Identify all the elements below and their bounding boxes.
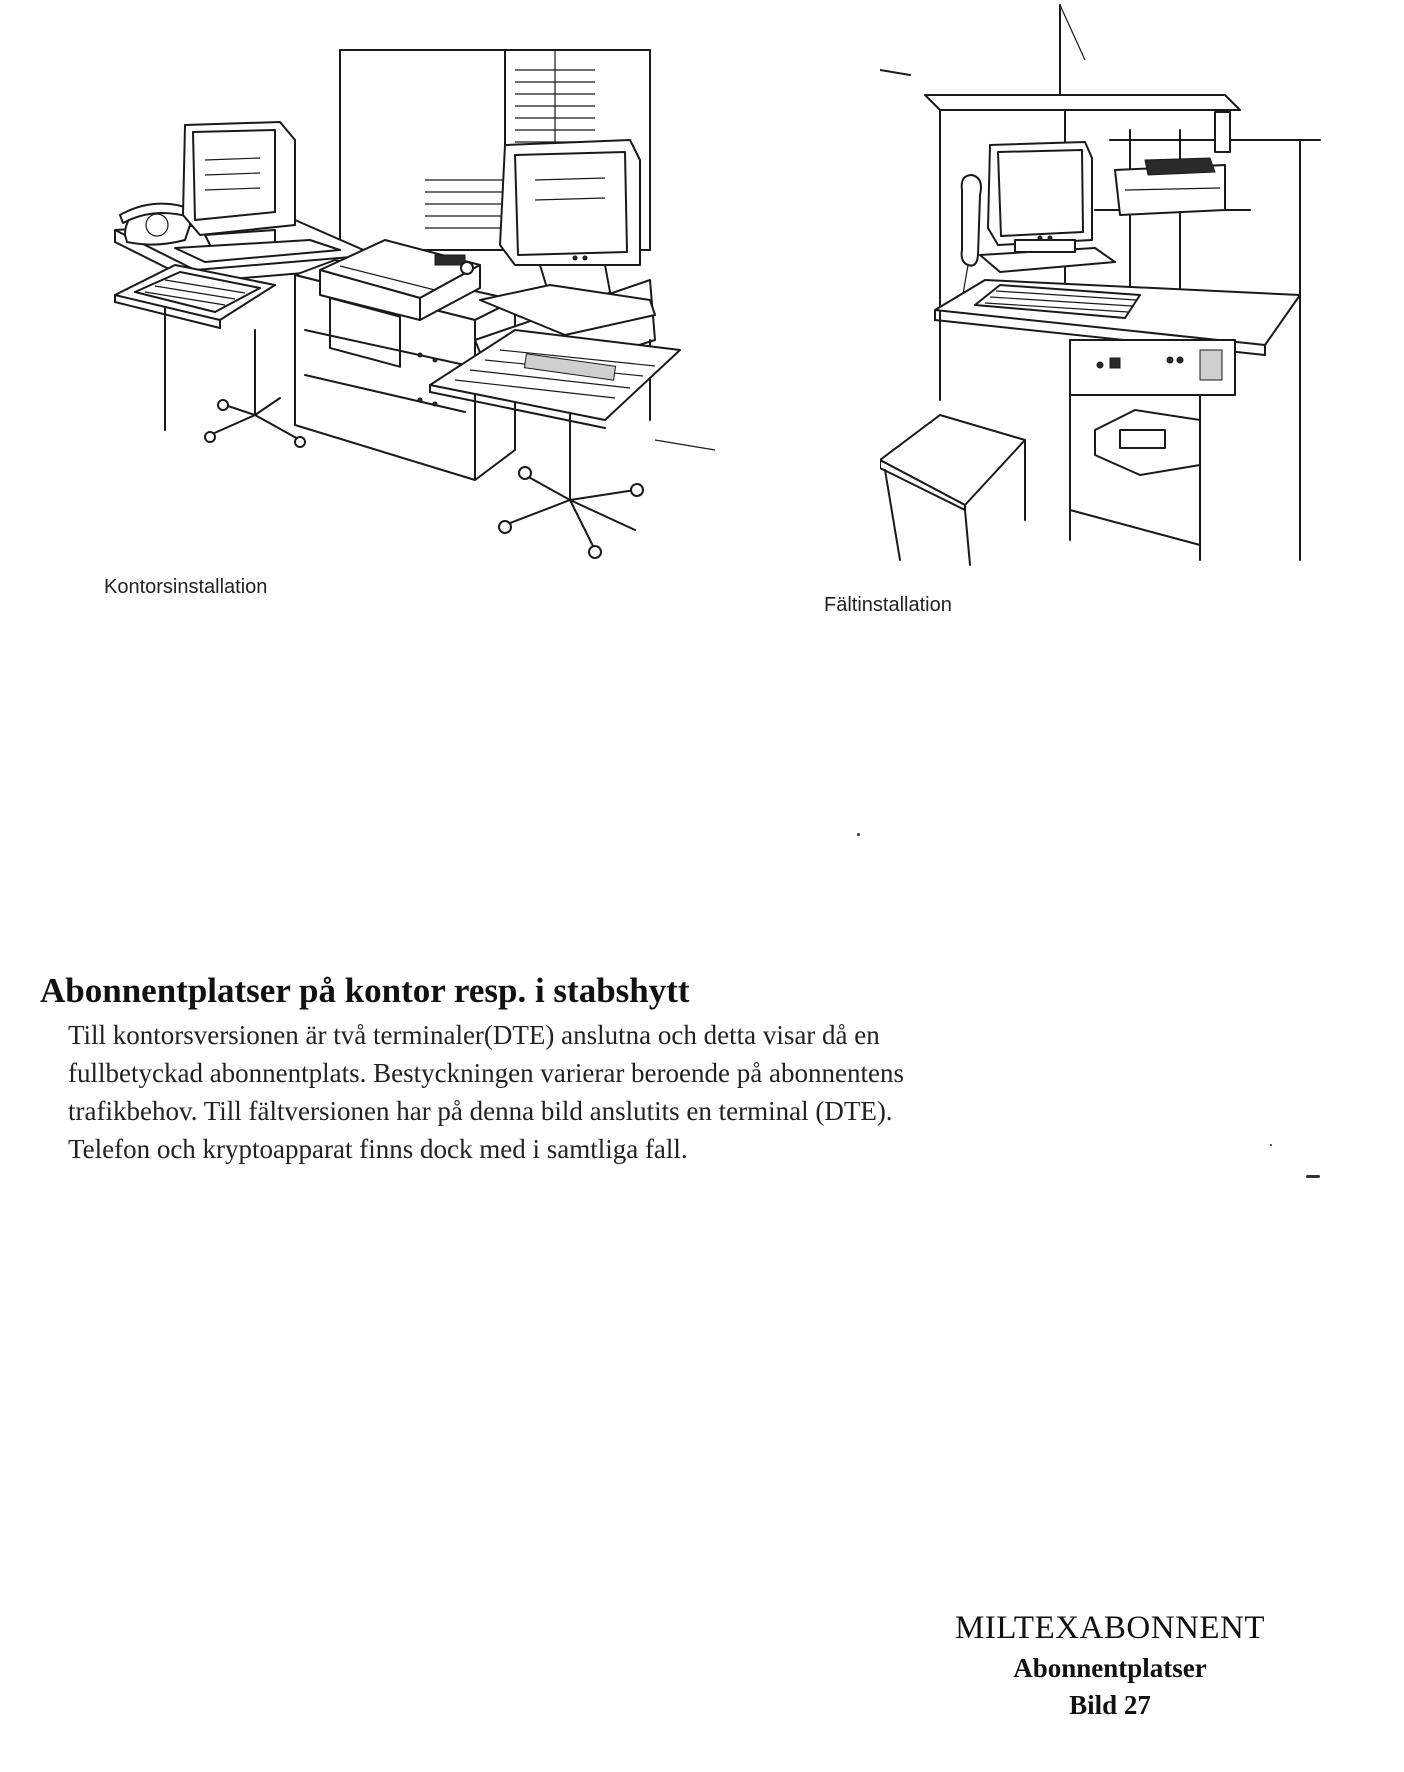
scan-speck: [1270, 1144, 1272, 1146]
office-installation-illustration: [95, 30, 775, 610]
crt-monitor-icon: [980, 142, 1115, 272]
footer-figure-number: Bild 27: [1069, 1690, 1151, 1720]
field-installation-illustration: [880, 0, 1330, 600]
body-line: Till kontorsversionen är två terminaler(DTE) anslutna och detta visar då en: [68, 1020, 880, 1050]
equipment-rack-icon: [1070, 340, 1235, 560]
field-caption: Fältinstallation: [824, 594, 952, 616]
section-heading: Abonnentplatser på kontor resp. i stabshytt: [40, 971, 690, 1010]
office-caption: Kontorsinstallation: [104, 576, 268, 598]
keyboard-icon: [115, 265, 275, 328]
footer-title: MILTEXABONNENT: [954, 1610, 1266, 1646]
wall-telephone-icon: [962, 175, 981, 300]
footer-subtitle: Abonnentplatser: [1013, 1653, 1207, 1683]
footer-block: [900, 1610, 1320, 1721]
body-line: trafikbehov. Till fältversionen har på denna bild anslutits en terminal (DTE).: [68, 1096, 893, 1126]
dot-matrix-printer-icon: [1095, 158, 1250, 215]
section-body: [68, 1016, 1088, 1168]
body-line: Telefon och kryptoapparat finns dock med i samtliga fall.: [68, 1134, 688, 1164]
body-line: fullbetyckad abonnentplats. Bestyckningen varierar beroende på abonnentens: [68, 1058, 904, 1088]
scan-speck: [857, 833, 860, 836]
scan-speck: [1306, 1175, 1320, 1178]
crt-monitor-icon: [480, 140, 655, 335]
chest-icon: [880, 415, 1025, 565]
